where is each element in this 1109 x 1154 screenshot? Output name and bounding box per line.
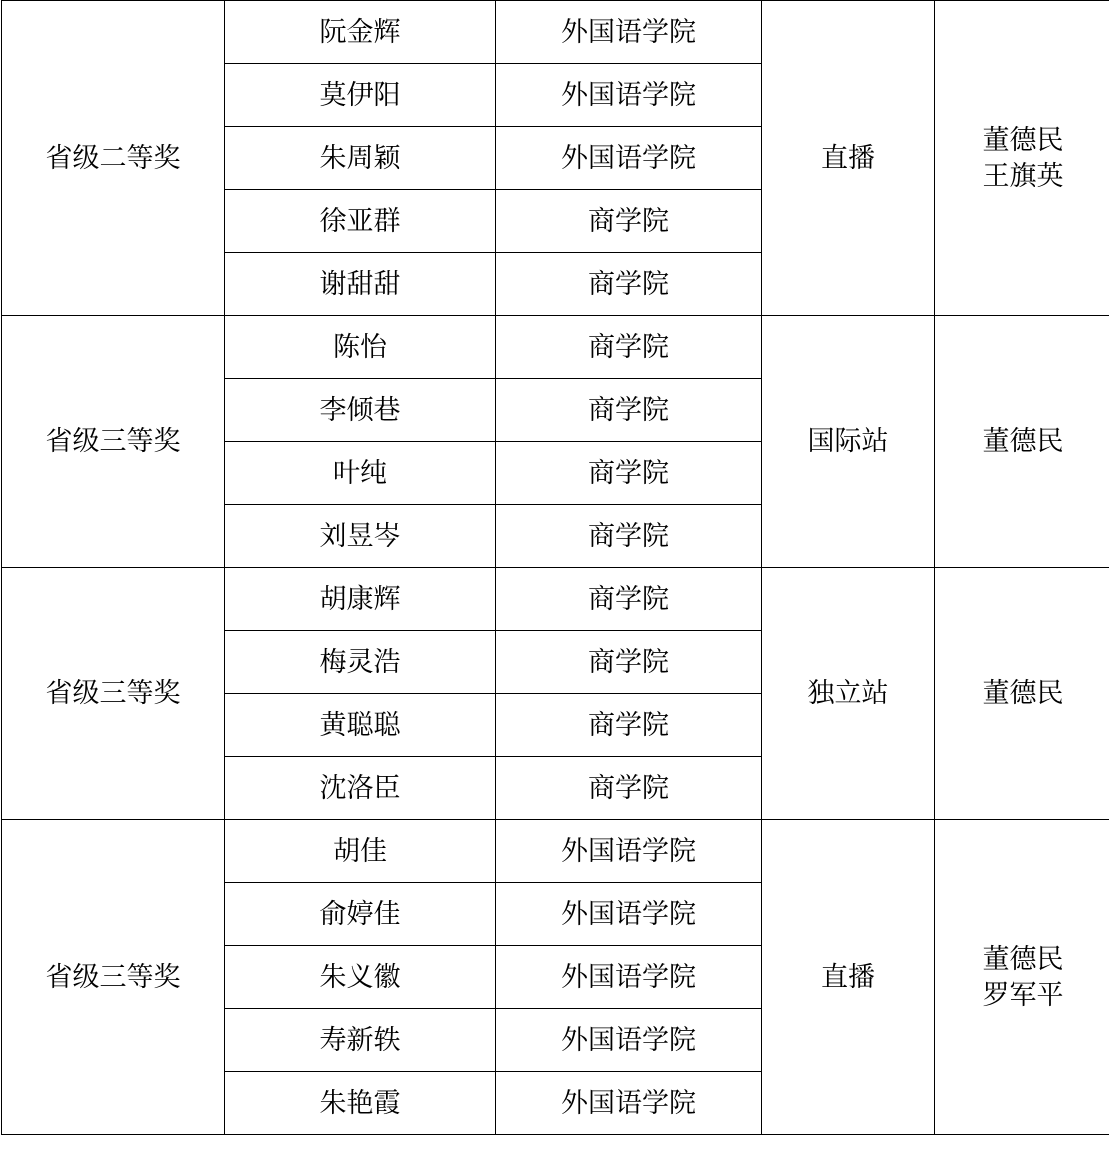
student-name-cell: 谢甜甜 [225, 253, 496, 316]
student-name-cell: 莫伊阳 [225, 64, 496, 127]
college-cell: 外国语学院 [496, 946, 762, 1009]
college-cell: 外国语学院 [496, 64, 762, 127]
student-name-cell: 阮金辉 [225, 1, 496, 64]
project-cell: 直播 [762, 820, 935, 1135]
college-cell: 商学院 [496, 190, 762, 253]
college-cell: 商学院 [496, 694, 762, 757]
student-name-cell: 梅灵浩 [225, 631, 496, 694]
student-name-cell: 沈洛臣 [225, 757, 496, 820]
teacher-name: 董德民 [982, 124, 1064, 155]
award-table [1, 0, 1109, 1135]
teacher-cell [935, 1, 1109, 316]
college-cell: 外国语学院 [496, 1009, 762, 1072]
student-name-cell: 朱周颖 [225, 127, 496, 190]
table-row [2, 820, 1109, 883]
student-name-cell: 黄聪聪 [225, 694, 496, 757]
project-cell: 直播 [762, 1, 935, 316]
teacher-name: 罗军平 [982, 980, 1064, 1010]
college-cell: 商学院 [496, 568, 762, 631]
table-row [2, 568, 1109, 631]
student-name-cell: 李倾巷 [225, 379, 496, 442]
college-cell: 商学院 [496, 757, 762, 820]
teacher-cell: 董德民 [935, 316, 1109, 568]
college-cell: 商学院 [496, 442, 762, 505]
student-name-cell: 胡佳 [225, 820, 496, 883]
student-name-cell: 朱艳霞 [225, 1072, 496, 1135]
student-name-cell: 叶纯 [225, 442, 496, 505]
college-cell: 外国语学院 [496, 1, 762, 64]
teacher-cell: 董德民 [935, 568, 1109, 820]
project-cell: 国际站 [762, 316, 935, 568]
college-cell: 商学院 [496, 631, 762, 694]
award-table-body [2, 1, 1109, 1135]
college-cell: 外国语学院 [496, 1072, 762, 1135]
student-name-cell: 朱义徽 [225, 946, 496, 1009]
student-name-cell: 胡康辉 [225, 568, 496, 631]
award-level-cell: 省级三等奖 [2, 568, 225, 820]
project-cell: 独立站 [762, 568, 935, 820]
award-level-cell: 省级二等奖 [2, 1, 225, 316]
award-level-cell: 省级三等奖 [2, 820, 225, 1135]
student-name-cell: 寿新轶 [225, 1009, 496, 1072]
college-cell: 商学院 [496, 316, 762, 379]
table-row [2, 316, 1109, 379]
student-name-cell: 陈怡 [225, 316, 496, 379]
college-cell: 商学院 [496, 379, 762, 442]
teacher-name: 董德民 [982, 943, 1064, 974]
college-cell: 外国语学院 [496, 883, 762, 946]
student-name-cell: 刘昱岑 [225, 505, 496, 568]
college-cell: 商学院 [496, 253, 762, 316]
college-cell: 商学院 [496, 505, 762, 568]
college-cell: 外国语学院 [496, 127, 762, 190]
teacher-name: 王旗英 [982, 161, 1064, 191]
student-name-cell: 徐亚群 [225, 190, 496, 253]
award-level-cell: 省级三等奖 [2, 316, 225, 568]
student-name-cell: 俞婷佳 [225, 883, 496, 946]
table-row [2, 1, 1109, 64]
teacher-cell [935, 820, 1109, 1135]
college-cell: 外国语学院 [496, 820, 762, 883]
